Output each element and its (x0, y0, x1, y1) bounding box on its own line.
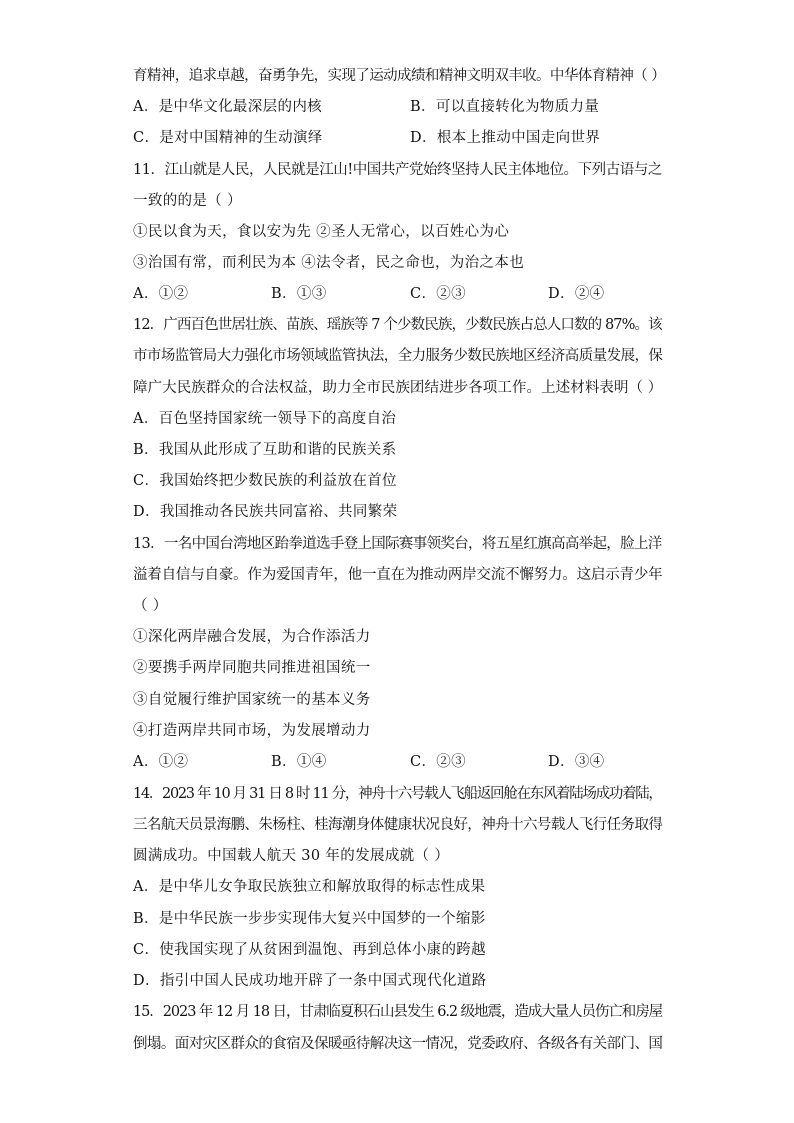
q11-option-a: A．①② (133, 286, 189, 302)
q13-stem-line1: 13．一名中国台湾地区跆拳道选手登上国际赛事领奖台，将五星红旗高高举起，脸上洋 (133, 536, 662, 552)
q11-option-b: B．①③ (271, 286, 327, 302)
q13-item-4: ④打造两岸共同市场，为发展增动力 (133, 723, 371, 739)
q15-stem-line2: 倒塌。面对灾区群众的食宿及保暖亟待解决这一情况，党委政府、各级各有关部门、国 (133, 1036, 663, 1052)
q14-option-c: C．使我国实现了从贫困到温饱、再到总体小康的跨越 (133, 942, 486, 958)
q11-items-line2: ③治国有常，而利民为本 ④法令者，民之命也，为治之本也 (133, 255, 525, 271)
q15-stem-line1: 15．2023 年 12 月 18 日，甘肃临夏积石山县发生 6.2 级地震，造成大量人员伤亡和房屋 (133, 1004, 663, 1020)
q11-items-line1: ①民以食为天，食以安为先 ②圣人无常心，以百姓心为心 (133, 224, 510, 240)
q14-option-a: A．是中华儿女争取民族独立和解放取得的标志性成果 (133, 879, 486, 895)
q12-option-d: D．我国推动各民族共同富裕、共同繁荣 (133, 504, 398, 520)
q12-option-a: A．百色坚持国家统一领导下的高度自治 (133, 411, 397, 427)
q12-option-c: C．我国始终把少数民族的利益放在首位 (133, 473, 397, 489)
q12-stem-line1: 12．广西百色世居壮族、苗族、瑶族等 7 个少数民族，少数民族占总人口数的 87%。该 (133, 317, 662, 333)
q14-option-d: D．指引中国人民成功地开辟了一条中国式现代化道路 (133, 973, 487, 989)
q13-option-a: A．①② (133, 754, 189, 770)
q13-option-c: C．②③ (410, 754, 466, 770)
q13-stem-line3: （ ） (133, 598, 168, 614)
q11-stem-line1: 11．江山就是人民，人民就是江山!中国共产党始终坚持人民主体地位。下列古语与之 (133, 162, 662, 178)
q10-stem: 育精神，追求卓越，奋勇争先，实现了运动成绩和精神文明双丰收。中华体育精神（ ） (133, 68, 666, 84)
q12-option-b: B．我国从此形成了互助和谐的民族关系 (133, 442, 397, 458)
q11-option-c: C．②③ (410, 286, 466, 302)
q13-item-2: ②要携手两岸同胞共同推进祖国统一 (133, 660, 371, 676)
q13-item-3: ③自觉履行维护国家统一的基本义务 (133, 692, 371, 708)
q14-option-b: B．是中华民族一步步实现伟大复兴中国梦的一个缩影 (133, 911, 486, 927)
q10-option-a: A．是中华文化最深层的内核 (133, 99, 323, 115)
q13-stem-line2: 溢着自信与自豪。作为爱国青年，他一直在为推动两岸交流不懈努力。这启示青少年 (133, 567, 663, 583)
q10-option-d: D．根本上推动中国走向世界 (410, 130, 601, 146)
q13-option-d: D．③④ (548, 754, 605, 770)
q11-stem-line2: 一致的的是（ ） (133, 193, 242, 209)
q11-option-d: D．②④ (548, 286, 605, 302)
q13-option-b: B．①④ (271, 754, 327, 770)
q12-stem-line3: 障广大民族群众的合法权益，助力全市民族团结进步各项工作。上述材料表明（ ） (133, 380, 663, 396)
q13-item-1: ①深化两岸融合发展，为合作添活力 (133, 629, 371, 645)
q10-option-c: C．是对中国精神的生动演绎 (133, 130, 323, 146)
q10-option-b: B．可以直接转化为物质力量 (410, 99, 600, 115)
q12-stem-line2: 市市场监管局大力强化市场领域监管执法，全力服务少数民族地区经济高质量发展，保 (133, 348, 663, 364)
q14-stem-line3: 圆满成功。中国载人航天 30 年的发展成就（ ） (133, 848, 450, 864)
q14-stem-line2: 三名航天员景海鹏、朱杨柱、桂海潮身体健康状况良好，神舟十六号载人飞行任务取得 (133, 817, 663, 833)
q14-stem-line1: 14．2023 年 10 月 31 日 8 时 11 分，神舟十六号载人飞船返回舱在东风着陆场成功着陆， (133, 786, 662, 802)
